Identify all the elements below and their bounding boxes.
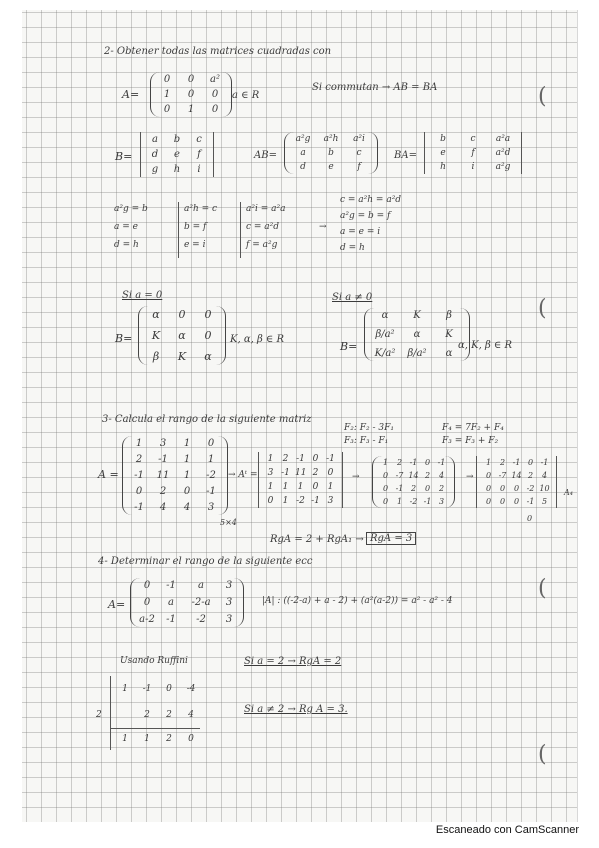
rank-case-a-not-2: Si a ≠ 2 → Rg A = 3. [244, 704, 348, 715]
matrix-transpose [258, 452, 343, 508]
matrix-cell: α [204, 350, 212, 363]
matrix-cell: 2 [527, 471, 534, 480]
matrix-cell: -1 [158, 454, 168, 465]
system-arrow: → [319, 222, 327, 232]
matrix-cell: 4 [183, 502, 191, 513]
matrix-cell: 2 [499, 458, 506, 467]
matrix-cell: a²h [323, 134, 339, 144]
matrix-cell: a²a [495, 134, 511, 144]
matrix-cell: a [152, 134, 158, 145]
equation-line: d = h [340, 243, 365, 253]
matrix-cell: f [357, 162, 361, 172]
matrix-cell: K/a² [374, 348, 396, 359]
matrix-cell: 3 [438, 497, 445, 506]
matrix-cell: 0 [485, 471, 492, 480]
matrix-cell: 2 [410, 484, 417, 493]
matrix-a-condition: a ∈ R [232, 90, 260, 101]
matrix-cell: -2 [296, 496, 305, 506]
matrix-cell: 0 [178, 308, 186, 321]
matrix-cell: 0 [513, 484, 520, 493]
matrix-cell: 2 [159, 486, 167, 497]
matrix-cell: 11 [295, 468, 307, 478]
matrix-cell: K [445, 329, 453, 340]
system-column-2 [184, 200, 217, 254]
matrix-cell: 3 [207, 502, 215, 513]
ruffini-cell: -4 [186, 684, 196, 694]
matrix-cell: -1 [409, 458, 418, 467]
matrix-a-label: A= [122, 88, 140, 101]
ruffini-result-row [116, 734, 200, 744]
margin-mark-4: ( [538, 742, 547, 767]
matrix-cell: e [174, 149, 180, 160]
matrix-cell: 1 [267, 482, 274, 492]
equation-line: a²g = b = f [340, 211, 391, 221]
matrix-cell: -1 [326, 454, 335, 464]
matrix-cell: 2 [396, 458, 403, 467]
equation-line: d = h [114, 240, 139, 250]
ruffini-cell: 1 [122, 684, 128, 694]
matrix-cell: 1 [135, 438, 143, 449]
margin-mark-1: ( [538, 84, 547, 109]
matrix-cell: -1 [311, 496, 320, 506]
margin-mark-3: ( [538, 576, 547, 601]
matrix-cell: 0 [207, 438, 215, 449]
matrix-cell: 0 [424, 484, 431, 493]
matrix-cell: a²d [495, 148, 511, 158]
matrix-cell: 1 [297, 482, 304, 492]
matrix-ba-label: BA= [394, 150, 417, 161]
matrix-cell: a²i [353, 134, 365, 144]
matrix-cell: -2 [206, 470, 216, 481]
matrix-cell: c [470, 134, 476, 144]
matrix-cell: -2 [409, 497, 418, 506]
matrix-cell: 0 [527, 458, 534, 467]
matrix-cell: d [151, 149, 159, 160]
matrix-cell: 0 [135, 486, 143, 497]
ruffini-cell: 2 [144, 710, 150, 720]
matrix-cell: 2 [424, 471, 431, 480]
matrix-cell: 0 [211, 89, 219, 100]
matrix-cell: 1 [183, 470, 191, 481]
case-a-zero-condition: K, α, β ∈ R [230, 334, 285, 345]
case-a-zero-matrix [138, 306, 226, 365]
equation-line: c = a²h = a²d [340, 195, 402, 205]
ruffini-cell: 1 [122, 734, 128, 744]
matrix-cell: 0 [424, 458, 431, 467]
case-a-nonzero-matrix [364, 308, 470, 361]
matrix-cell: 0 [382, 471, 389, 480]
case-a-zero-label: B= [115, 332, 133, 345]
matrix-cell: a-2 [139, 614, 155, 625]
row-operations-right [442, 422, 504, 448]
matrix-cell: K [413, 310, 421, 321]
system-result [340, 192, 401, 256]
matrix-cell: 2 [135, 454, 143, 465]
matrix-cell: -1 [166, 580, 176, 591]
matrix-cell: K [177, 350, 187, 363]
matrix-cell: α [445, 348, 453, 359]
row-operations-left [344, 422, 394, 448]
equation-line: F₃ = F₃ + F₂ [442, 436, 499, 446]
matrix-cell: 3 [225, 597, 233, 608]
matrix-cell: b [173, 134, 181, 145]
matrix-cell: a [198, 580, 204, 591]
matrix-cell: 14 [408, 471, 419, 480]
matrix-cell: 3 [225, 580, 233, 591]
ruffini-horizontal-line [110, 728, 200, 729]
matrix-step-3 [476, 456, 557, 508]
matrix-cell: 0 [211, 104, 219, 115]
matrix-cell: -1 [512, 458, 521, 467]
matrix-cell: 0 [327, 468, 334, 478]
matrix-cell: c [196, 134, 202, 145]
matrix-cell: e [440, 148, 446, 158]
matrix-cell: 2 [282, 454, 289, 464]
matrix-cell: a² [210, 74, 220, 85]
equation-line: F₂: F₂ - 3F₁ [344, 423, 394, 433]
matrix-cell: 0 [163, 74, 171, 85]
matrix-cell: 0 [499, 497, 506, 506]
matrix-b-label: B= [115, 150, 133, 163]
matrix-cell: 1 [183, 454, 191, 465]
ruffini-cell: 2 [166, 734, 172, 744]
matrix-cell: h [173, 164, 181, 175]
matrix-cell: -2 [196, 614, 206, 625]
matrix-cell: c [356, 148, 362, 158]
equation-line: e = i [184, 240, 206, 250]
matrix-cell: -1 [395, 484, 404, 493]
matrix-cell: 0 [204, 308, 212, 321]
system-bracket-2 [240, 202, 241, 258]
matrix-cell: -1 [526, 497, 535, 506]
matrix-cell: b [328, 148, 334, 158]
determinant-expression: |A| : ((-2-a) + a - 2) + (a²(a-2)) = a² - a² - 4 [262, 596, 453, 606]
matrix-cell: 0 [267, 496, 274, 506]
equation-line: F₃: F₃ - F₁ [344, 436, 389, 446]
case-a-nonzero-title: Si a ≠ 0 [332, 292, 373, 303]
matrix-cell: 5 [541, 497, 548, 506]
ruffini-vertical-line [110, 676, 111, 750]
matrix-cell: β [152, 350, 160, 363]
matrix-cell: 0 [312, 454, 319, 464]
matrix-cell: 1 [187, 104, 195, 115]
matrix-cell: -2-a [191, 597, 211, 608]
arrow-2: → [466, 472, 474, 482]
matrix-cell: f [471, 148, 475, 158]
ruffini-cell: -1 [142, 684, 152, 694]
ruffini-cell: 0 [166, 684, 172, 694]
ruffini-root: 2 [96, 710, 102, 720]
matrix-ab-label: AB= [254, 150, 277, 161]
matrix-cell: a²g [495, 162, 511, 172]
ruffini-cell: 2 [166, 710, 172, 720]
matrix-cell: 0 [382, 484, 389, 493]
matrix-a [150, 72, 232, 117]
ruffini-cell: 1 [144, 734, 150, 744]
matrix-cell: f [197, 149, 201, 160]
rank-result-text: RgA = 2 + RgA₁ → [270, 534, 364, 545]
matrix-cell: g [151, 164, 159, 175]
matrix-cell: 0 [163, 104, 171, 115]
equation-line: f = a²g [246, 240, 278, 250]
matrix-cell: i [471, 162, 475, 172]
ruffini-cell: 0 [188, 734, 194, 744]
ruffini-cell: 4 [188, 710, 194, 720]
matrix-a3 [122, 436, 228, 515]
matrix-cell: -1 [134, 502, 144, 513]
matrix-cell: 2 [312, 468, 319, 478]
matrix-cell: α [152, 308, 160, 321]
equation-line: a = e [114, 222, 138, 232]
matrix-cell: 4 [159, 502, 167, 513]
matrix-a3-label: A = [98, 468, 119, 481]
matrix-cell: -7 [395, 471, 404, 480]
matrix-cell: 0 [204, 329, 212, 342]
matrix-a4 [130, 578, 244, 627]
matrix-cell: 0 [485, 497, 492, 506]
matrix-cell: -1 [423, 497, 432, 506]
matrix-cell: 2 [438, 484, 445, 493]
matrix-cell: 1 [396, 497, 403, 506]
matrix-cell: 0 [499, 484, 506, 493]
matrix-cell: 1 [267, 454, 274, 464]
transpose-label: → Aᵗ = [228, 470, 258, 480]
matrix-cell: -1 [281, 468, 290, 478]
matrix-cell: e [328, 162, 334, 172]
zero-mark: 0 [527, 514, 533, 523]
matrix-cell: 11 [156, 470, 170, 481]
matrix-cell: 1 [327, 482, 334, 492]
equation-line: F₄ = 7F₂ + F₄ [442, 423, 504, 433]
notebook-page [22, 10, 578, 822]
matrix-cell: 14 [511, 471, 522, 480]
ruffini-middle-row [138, 710, 200, 720]
matrix-cell: β [446, 310, 452, 321]
matrix-cell: 4 [541, 471, 548, 480]
matrix-cell: 3 [327, 496, 334, 506]
matrix-b [140, 132, 214, 177]
matrix-cell: -1 [296, 454, 305, 464]
problem-3-title: 3- Calcula el rango de la siguiente matriz [102, 414, 312, 425]
matrix-cell: d [300, 162, 306, 172]
matrix-cell: 0 [143, 580, 151, 591]
matrix-cell: 0 [183, 486, 191, 497]
problem-2-title: 2- Obtener todas las matrices cuadradas con [104, 46, 332, 57]
matrix-cell: a [300, 148, 306, 158]
matrix-a3-dimension: 5×4 [220, 518, 237, 527]
matrix-cell: i [197, 164, 201, 175]
matrix-ba [424, 132, 522, 174]
matrix-cell: K [151, 329, 161, 342]
matrix-step-2 [372, 456, 455, 508]
matrix-cell: 3 [267, 468, 274, 478]
matrix-cell: b [440, 134, 446, 144]
matrix-cell: 0 [143, 597, 151, 608]
matrix-cell: 1 [163, 89, 171, 100]
matrix-cell: 3 [225, 614, 233, 625]
matrix-cell: 0 [485, 484, 492, 493]
equation-line: b = f [184, 222, 207, 232]
arrow-1: → [352, 472, 360, 482]
matrix-cell: -1 [437, 458, 446, 467]
rank-case-a-2: Si a = 2 → RgA = 2 [244, 656, 342, 667]
matrix-cell: a [168, 597, 174, 608]
matrix-cell: h [440, 162, 446, 172]
matrix-cell: α [381, 310, 389, 321]
problem-4-title: 4- Determinar el rango de la siguiente ecc [98, 556, 313, 567]
matrix-cell: 1 [207, 454, 215, 465]
matrix-cell: -1 [134, 470, 144, 481]
matrix-cell: 3 [159, 438, 167, 449]
matrix-cell: 0 [312, 482, 319, 492]
matrix-cell: α [413, 329, 421, 340]
case-a-nonzero-label: B= [340, 340, 358, 353]
matrix-cell: 1 [183, 438, 191, 449]
matrix-cell: α [178, 329, 186, 342]
ruffini-label: Usando Ruffini [120, 656, 188, 666]
matrix-ab [284, 132, 378, 174]
matrix-cell: 4 [438, 471, 445, 480]
matrix-cell: 10 [539, 484, 550, 493]
matrix-cell: -7 [498, 471, 507, 480]
matrix-cell: 1 [485, 458, 492, 467]
matrix-cell: -1 [166, 614, 176, 625]
system-bracket-1 [178, 202, 179, 258]
case-a-zero-title: Si a = 0 [122, 290, 163, 301]
equation-line: a²i = a²a [246, 204, 286, 214]
matrix-cell: 1 [282, 496, 289, 506]
rank-result-box: RgA = 3 [366, 532, 416, 545]
matrix-cell: -1 [540, 458, 549, 467]
matrix-a4-label: A= [108, 598, 126, 611]
submatrix-label: A₄ [564, 488, 573, 497]
case-a-nonzero-condition: α, K, β ∈ R [458, 340, 513, 351]
footer-bar [0, 822, 599, 848]
equation-line: a = e = i [340, 227, 381, 237]
margin-mark-2: ( [538, 296, 547, 321]
equation-line: a²g = b [114, 204, 148, 214]
ruffini-top-row [116, 684, 200, 694]
matrix-cell: 1 [382, 458, 389, 467]
matrix-cell: a²g [295, 134, 311, 144]
system-column-3 [246, 200, 285, 254]
matrix-cell: β/a² [375, 329, 395, 340]
matrix-cell: 0 [187, 74, 195, 85]
commute-note: Si commutan → AB = BA [312, 82, 438, 93]
matrix-cell: 1 [282, 482, 289, 492]
matrix-cell: -2 [526, 484, 535, 493]
equation-line: a²h = c [184, 204, 218, 214]
system-column-1 [114, 200, 148, 254]
matrix-cell: β/a² [407, 348, 427, 359]
matrix-cell: 0 [513, 497, 520, 506]
matrix-cell: -1 [206, 486, 216, 497]
matrix-cell: 0 [382, 497, 389, 506]
equation-line: c = a²d [246, 222, 280, 232]
matrix-cell: 0 [187, 89, 195, 100]
camscanner-watermark: Escaneado con CamScanner [435, 824, 579, 836]
